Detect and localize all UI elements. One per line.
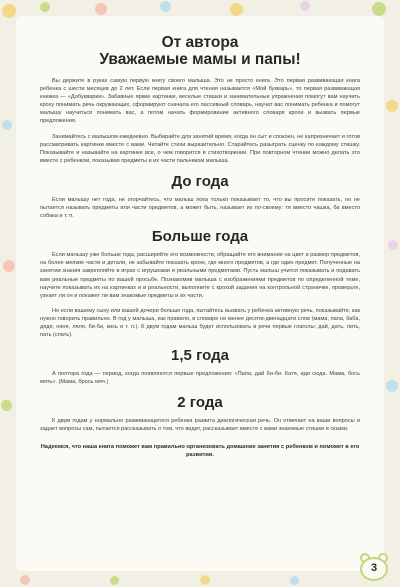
- page-number-badge: [358, 551, 390, 581]
- page-number: 3: [370, 562, 378, 574]
- section-paragraph: Если малышу нет года, не огорчайтесь, что малыш пока только показывает то, что вы просите показать, но не пытается называть предметы или части предметов, а может быть, называет их по-своему: тя вместо чашка, ба вместо собака и т. п.: [40, 196, 360, 220]
- section-paragraph: Но если вашему сыну или вашей дочери больше года, пытайтесь вызвать у ребенка активную речь, показывайте, как нужно говорить правильно. В год у малыша, как правило, в словаре не менее десяти-двенадцати слов (мама, папа, баба, дядя, няня, ляля, би-би, кись и т. п.). К двум годам малыш будет использовать в речи первые глаголы: дай, дать, пить, пать (спать).: [40, 307, 360, 339]
- page-title: От автора: [161, 34, 239, 51]
- page-card: [16, 16, 384, 571]
- section-paragraph: Если малышу уже больше года, расширяйте его возможности, обращайте его внимание на цвет и размер предметов, на более мелкие части и детали, не забывайте показать крохе, где много предметов, а где один предмет. Полученные на занятии знания закрепляйте в играх с игрушками и реальными предметами. Пусть малыш учится показывать и подавать вам реальные предметы по вашей просьбе. Познакомив малыша с изображениями предметов по определенной теме, научите показывать их на картинках и в реальности, выполните с крохой задания на контрольной страничке, проверьте, узнает ли он и покажет ли вам знакомые предметы и их части.: [40, 252, 360, 299]
- section-paragraph: А полтора года — период, когда появляются первые предложения: «Папа, дай би-би. Катя, иди сюда. Мама, бось мять». (Мама, брось мяч.): [40, 371, 360, 386]
- intro-paragraph: Занимайтесь с малышом ежедневно. Выбирайте для занятий время, когда он сыт и спокоен, не капризничает и готов рассматривать картинки вместе с вами. Читайте стихи выразительно. Старайтесь разыграть сценку по каждому стишку. Показывайте и называйте на картинке все, о чем говорится в стихотворении. При повторном чтении можно делать это вместе с ребенком, показывая предметы и их части пальчиком малыша.: [40, 133, 360, 164]
- section-heading-two-years: 2 года: [177, 394, 223, 412]
- intro-paragraph: Вы держите в руках самую первую книгу своего малыша. Это не просто книга. Это первая развивающая книга ребенка с шести месяцев до 2 лет. Если первая книга для чтения называется «Мой букварь», то первая развивающая книжка — «Добукварик». Забавные яркие картинки, веселые стишки и занимательные упражнения помогут вам научить кроху понимать речь окружающих, сформируют сначала его пассивный словарь, научат вас понимать ребенка и помогут малышу научиться понимать вас, а потом начать формирование активного словаря крохи и вызвать первые предложения.: [40, 78, 360, 125]
- section-heading-under-one: До года: [171, 172, 229, 190]
- section-heading-one-and-half: 1,5 года: [171, 347, 229, 365]
- page-subtitle: Уважаемые мамы и папы!: [99, 51, 301, 68]
- closing-note: Надеемся, что наша книга поможет вам правильно организовать домашние занятия с ребенком и поможет в его развитии.: [40, 443, 360, 458]
- section-paragraph: К двум годам у нормально развивающегося ребенка развита диалогическая речь. Он отвечает на ваши вопросы и задает вопросы сам, пытается рассказывать о том, что видит, рассказывает вместе с вами знакомые стишки и сказки.: [40, 418, 360, 433]
- section-heading-over-one: Больше года: [151, 228, 249, 246]
